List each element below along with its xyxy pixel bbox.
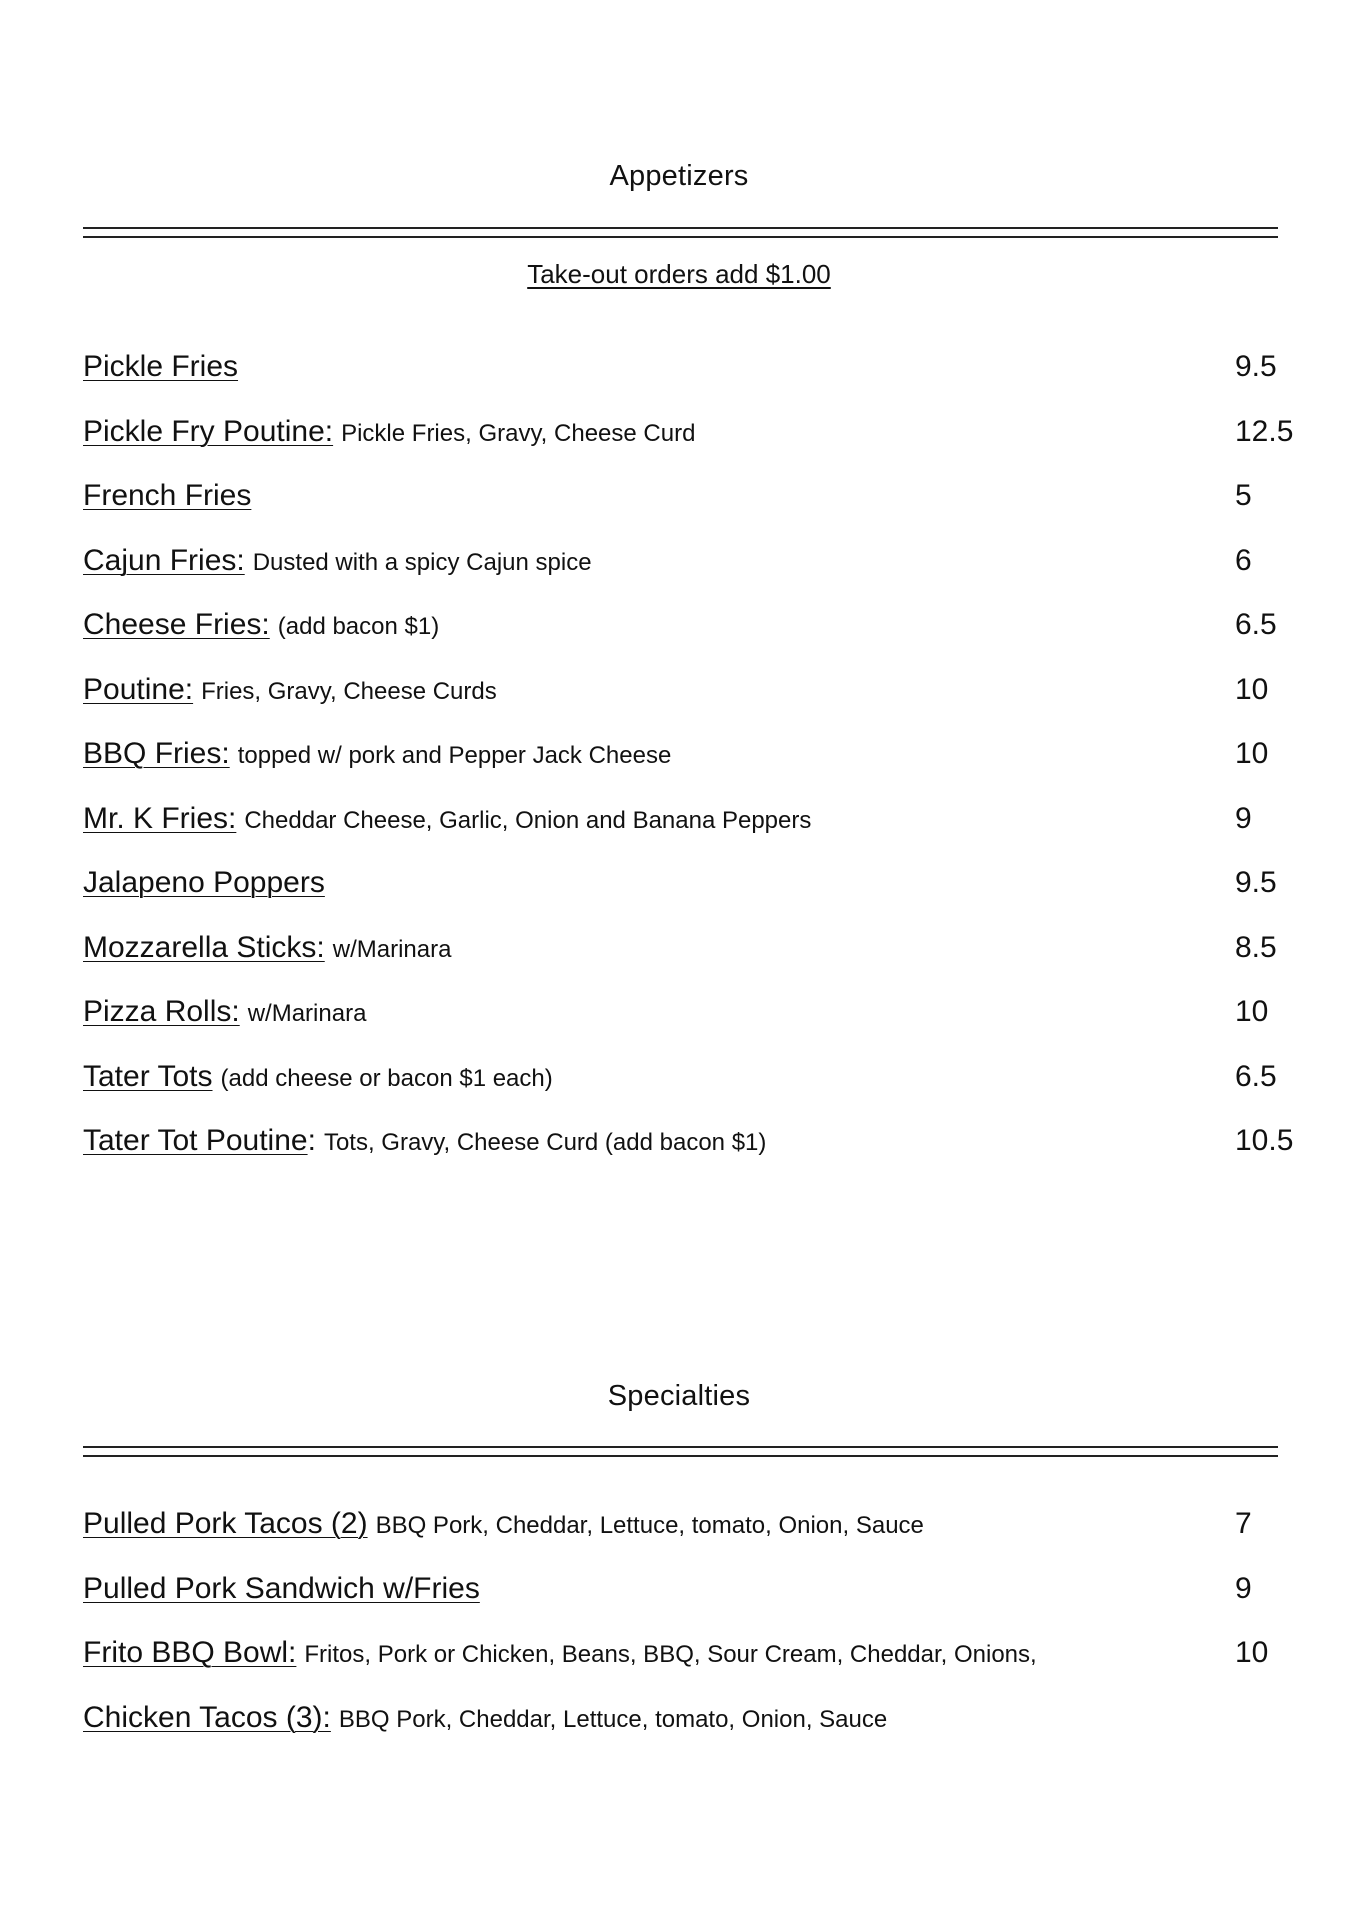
menu-item-price: 7 <box>1235 1507 1252 1540</box>
menu-item-description: topped w/ pork and Pepper Jack Cheese <box>237 742 672 769</box>
specialties-title: Specialties <box>607 1380 751 1412</box>
menu-item-description: (add bacon $1) <box>277 613 440 640</box>
menu-item-name: Pulled Pork Sandwich w/Fries <box>83 1571 480 1605</box>
menu-item <box>83 543 1252 588</box>
appetizers-title: Appetizers <box>609 160 749 192</box>
menu-item-price: 8.5 <box>1235 930 1277 964</box>
menu-item-description: Cheddar Cheese, Garlic, Onion and Banana Peppers <box>244 806 812 834</box>
menu-item-price: 6 <box>1235 543 1252 577</box>
menu-item-name: Pickle Fries <box>83 350 239 383</box>
menu-item-description: Dusted with a spicy Cajun spice <box>252 548 592 576</box>
menu-item <box>83 1571 1252 1616</box>
menu-item <box>83 1701 1193 1745</box>
menu-item-description: Tots, Gravy, Cheese Curd (add bacon $1) <box>323 1129 767 1156</box>
menu-item <box>83 737 1269 781</box>
takeout-note: Take-out orders add $1.00 <box>527 259 831 289</box>
menu-item-name: Mr. K Fries: <box>83 801 237 835</box>
menu-item-price: 10 <box>1235 672 1269 706</box>
menu-item-name: Pulled Pork Tacos (2) <box>83 1507 368 1540</box>
menu-item-name: Tater Tots <box>83 1059 213 1093</box>
menu-item-price: 5 <box>1235 479 1252 512</box>
menu-item <box>83 1507 1252 1551</box>
appetizers-divider <box>83 227 1278 238</box>
menu-item-name: Tater Tot Poutine <box>83 1124 308 1157</box>
menu-item-price: 9.5 <box>1235 866 1277 899</box>
menu-item-description: Fries, Gravy, Cheese Curds <box>201 677 497 705</box>
menu-item-price: 10 <box>1235 1636 1269 1669</box>
menu-item <box>83 350 1277 394</box>
menu-item-price: 9 <box>1235 1571 1252 1605</box>
menu-item <box>83 995 1269 1039</box>
menu-item-description: Pickle Fries, Gravy, Cheese Curd <box>341 419 696 447</box>
menu-item-price: 10.5 <box>1235 1124 1294 1157</box>
menu-item-price: 9 <box>1235 801 1252 835</box>
menu-item <box>83 866 1277 910</box>
menu-item-description: Fritos, Pork or Chicken, Beans, BBQ, Sour Cream, Cheddar, Onions, <box>304 1641 1037 1668</box>
menu-item <box>83 414 1294 459</box>
menu-item-price: 10 <box>1235 995 1269 1028</box>
menu-item-price: 10 <box>1235 737 1269 770</box>
menu-item-name: Pizza Rolls: <box>83 995 240 1028</box>
menu-item <box>83 1124 1294 1168</box>
menu-item-description: BBQ Pork, Cheddar, Lettuce, tomato, Onion, Sauce <box>375 1512 924 1539</box>
menu-item <box>83 1636 1269 1680</box>
menu-item <box>83 479 1252 523</box>
menu-item-name-suffix: : <box>307 1124 316 1157</box>
menu-item <box>83 1059 1277 1104</box>
menu-item-name: Chicken Tacos (3): <box>83 1700 331 1734</box>
menu-item <box>83 801 1252 846</box>
menu-item-name: Cajun Fries: <box>83 543 245 577</box>
menu-item <box>83 930 1277 975</box>
menu-item <box>83 608 1277 652</box>
menu-item-price: 6.5 <box>1235 1059 1277 1093</box>
menu-item-name: Cheese Fries: <box>83 608 270 641</box>
menu-item-name: French Fries <box>83 479 252 512</box>
menu-item-description: w/Marinara <box>247 1000 367 1027</box>
menu-item-description: w/Marinara <box>332 935 452 963</box>
menu-item-name: Pickle Fry Poutine: <box>83 414 334 448</box>
menu-item-price: 9.5 <box>1235 350 1277 383</box>
menu-item <box>83 672 1269 717</box>
menu-item-description: (add cheese or bacon $1 each) <box>220 1064 553 1092</box>
menu-item-price: 12.5 <box>1235 414 1294 448</box>
menu-item-description: BBQ Pork, Cheddar, Lettuce, tomato, Onion, Sauce <box>338 1705 888 1733</box>
menu-item-name: Mozzarella Sticks: <box>83 930 325 964</box>
menu-item-price: 6.5 <box>1235 608 1277 641</box>
menu-item-name: BBQ Fries: <box>83 737 230 770</box>
menu-item-name: Poutine: <box>83 672 194 706</box>
specialties-divider <box>83 1446 1278 1457</box>
menu-item-name: Jalapeno Poppers <box>83 866 325 899</box>
menu-item-name: Frito BBQ Bowl: <box>83 1636 297 1669</box>
